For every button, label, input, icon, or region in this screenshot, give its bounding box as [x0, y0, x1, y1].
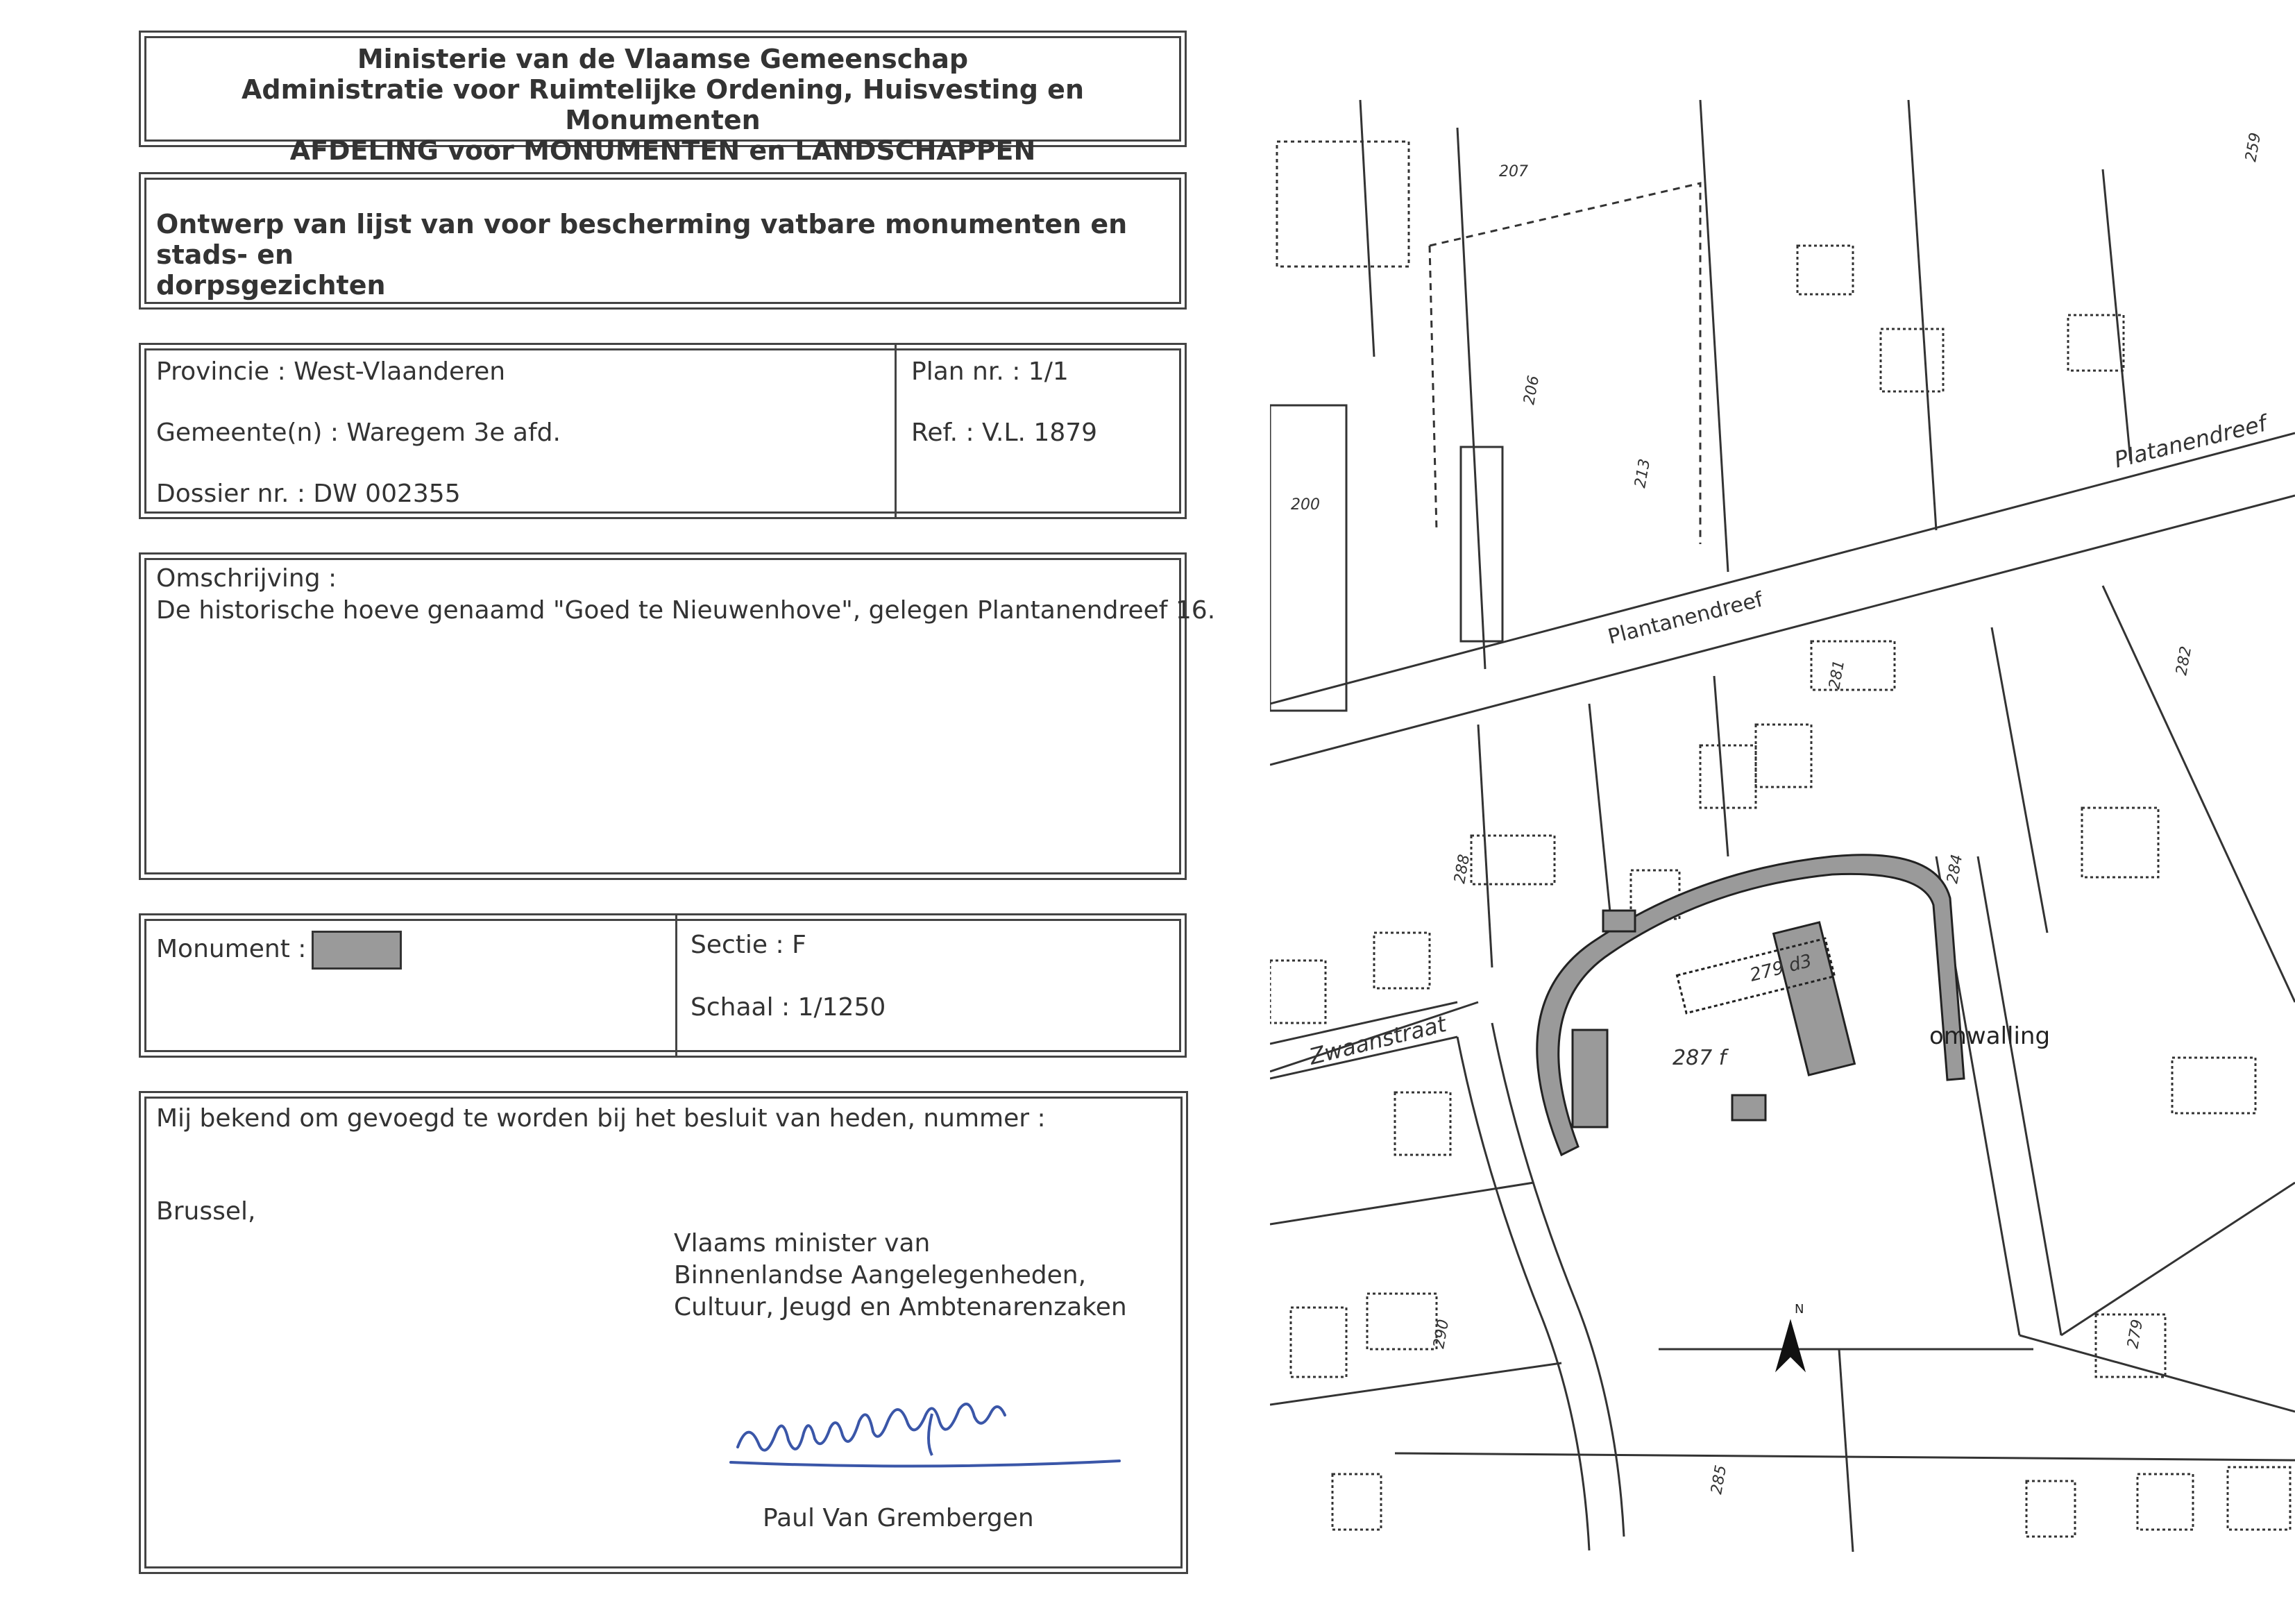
label-parcel-290: 290	[1430, 1318, 1453, 1351]
label-parcel-285: 285	[1708, 1464, 1731, 1496]
description-text: De historische hoeve genaamd "Goed te Nieuwenhove", gelegen Plantanendreef 16.	[156, 596, 1216, 625]
label-parcel-279: 279	[2124, 1318, 2147, 1351]
north-arrow	[1777, 1321, 1804, 1370]
north-label: N	[1795, 1302, 1804, 1317]
signature-box	[139, 1091, 1188, 1574]
department-name: AFDELING voor MONUMENTEN en LANDSCHAPPEN	[289, 135, 1036, 166]
monument-box	[139, 913, 1187, 1058]
label-zwaanstraat: Zwaanstraat	[1306, 1010, 1449, 1070]
minister-line-1: Vlaams minister van	[674, 1229, 931, 1258]
ministry-header	[139, 31, 1187, 166]
label-parcel-200: 200	[1291, 496, 1320, 514]
label-parcel-282: 282	[2173, 645, 2196, 677]
ref-field: Ref. : V.L. 1879	[911, 418, 1098, 447]
gemeente-field: Gemeente(n) : Waregem 3e afd.	[156, 418, 561, 447]
label-parcel-288: 288	[1451, 853, 1474, 886]
provincie-field: Provincie : West-Vlaanderen	[156, 357, 506, 386]
label-parcel-259: 259	[2242, 131, 2265, 164]
label-plantanendreef: Plantanendreef	[1605, 587, 1765, 650]
label-parcel-213: 213	[1632, 457, 1654, 490]
schaal-field: Schaal : 1/1250	[691, 993, 886, 1022]
gate-building	[1603, 911, 1635, 931]
signatory-name: Paul Van Grembergen	[763, 1504, 1034, 1532]
dossier-info-box	[139, 343, 1187, 519]
label-parcel-284: 284	[1944, 853, 1967, 886]
sectie-field: Sectie : F	[691, 931, 806, 959]
label-parcel-206: 206	[1521, 374, 1543, 407]
label-parcel-207: 207	[1499, 163, 1528, 180]
handwritten-signature	[724, 1398, 1140, 1475]
small-outbuilding	[1732, 1095, 1765, 1120]
title-line-2: dorpsgezichten	[156, 270, 386, 301]
minister-line-2: Binnenlandse Aangelegenheden,	[674, 1261, 1087, 1289]
document-title-box	[139, 172, 1187, 310]
label-parcel-building: 279 d3	[1747, 950, 1814, 986]
monument-swatch	[312, 931, 402, 970]
cadastral-map	[1270, 100, 2295, 1552]
plan-field: Plan nr. : 1/1	[911, 357, 1069, 386]
administration-name: Administratie voor Ruimtelijke Ordening, Huisvesting en Monumenten	[242, 74, 1084, 135]
protected-monument	[1537, 853, 1967, 1155]
barn-west	[1573, 1030, 1607, 1127]
hatched-building	[1270, 405, 1346, 711]
dossier-field: Dossier nr. : DW 002355	[156, 480, 461, 508]
description-label: Omschrijving :	[156, 564, 337, 593]
description-box	[139, 552, 1216, 880]
info-divider	[895, 345, 897, 517]
monument-divider	[675, 915, 677, 1056]
ministry-name: Ministerie van de Vlaamse Gemeenschap	[357, 44, 969, 74]
label-parcel-main: 287 f	[1672, 1046, 1727, 1070]
minister-line-3: Cultuur, Jeugd en Ambtenarenzaken	[674, 1293, 1127, 1321]
title-line-1: Ontwerp van lijst van voor bescherming vatbare monumenten en stads- en	[156, 209, 1128, 270]
monument-label: Monument :	[156, 935, 307, 963]
monument-legend	[156, 931, 402, 970]
road-edge-lower	[1270, 496, 2295, 765]
place-field: Brussel,	[156, 1197, 256, 1226]
main-building-east	[1774, 922, 1855, 1075]
label-omwalling: omwalling	[1929, 1022, 2051, 1050]
label-parcel-281: 281	[1826, 659, 1849, 691]
notice-line: Mij bekend om gevoegd te worden bij het besluit van heden, nummer :	[156, 1104, 1046, 1133]
label-platanendreef: Platanendreef	[2111, 409, 2269, 473]
road-edge-upper	[1270, 433, 2295, 704]
